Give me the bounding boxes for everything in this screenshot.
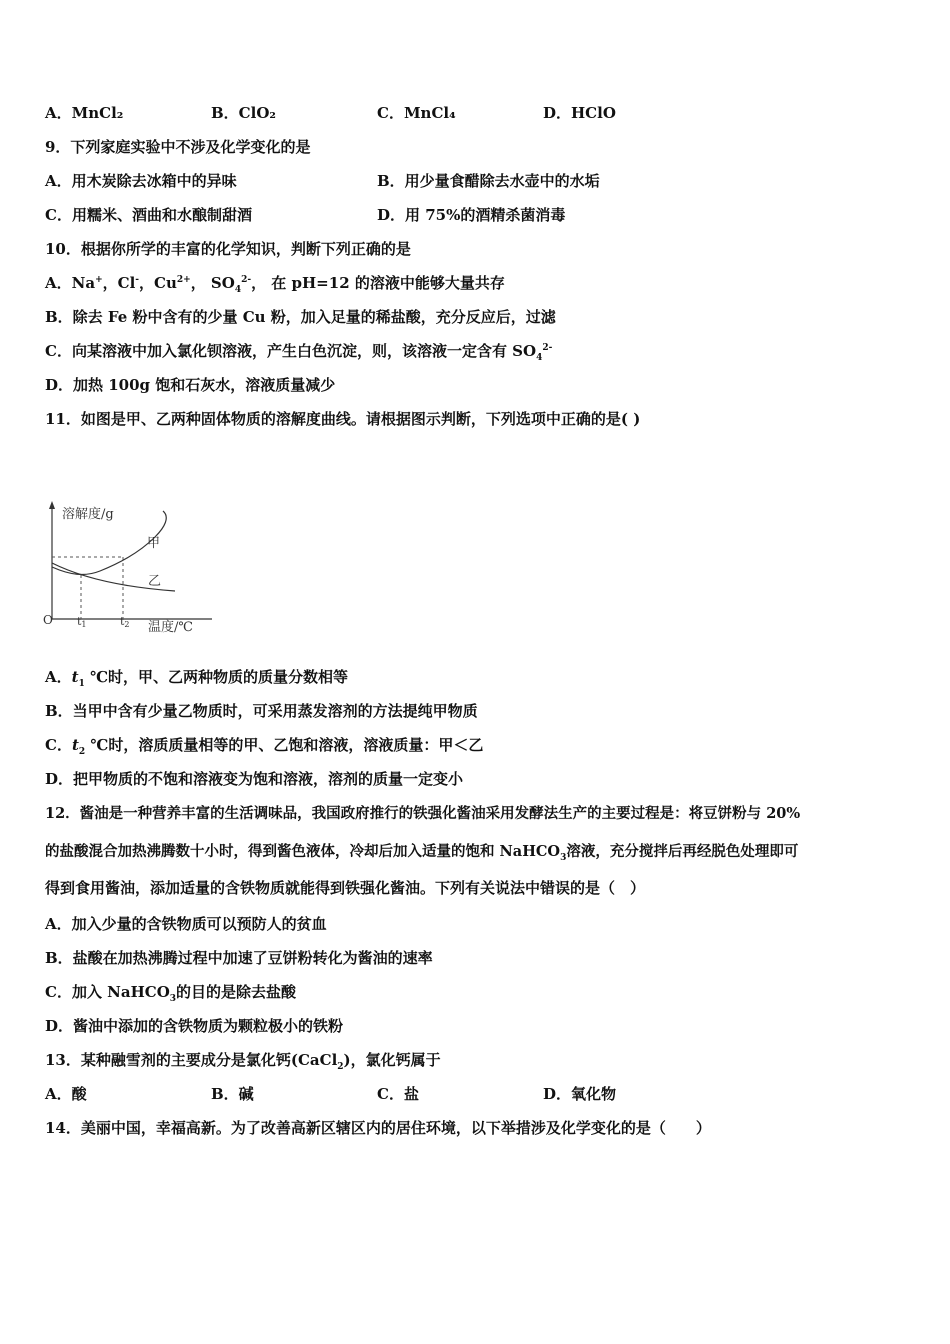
q12-option-c: C．加入 NaHCO$_3$的目的是除去盐酸 xyxy=(45,983,297,1004)
q9-stem: 9．下列家庭实验中不涉及化学变化的是 xyxy=(45,138,311,156)
x-axis-label: 温度/℃ xyxy=(148,620,193,635)
q10-option-c: C．向某溶液中加入氯化钡溶液，产生白色沉淀，则，该溶液一定含有 $SO_4^{2-}$ xyxy=(45,342,553,363)
q11-option-c: C．$t_2$ ℃时，溶质质量相等的甲、乙饱和溶液，溶液质量：甲＜乙 xyxy=(45,736,484,757)
origin-label: O xyxy=(43,613,53,627)
curve-yi-label: 乙 xyxy=(148,574,162,589)
q12-option-d: D．酱油中添加的含铁物质为颗粒极小的铁粉 xyxy=(45,1017,344,1035)
y-axis-label: 溶解度/g xyxy=(62,507,114,522)
q9-option-d: D．用 75%的酒精杀菌消毒 xyxy=(377,206,566,224)
q11-stem: 11．如图是甲、乙两种固体物质的溶解度曲线。请根据图示判断，下列选项中正确的是( ) xyxy=(45,410,641,428)
q12-option-a: A．加入少量的含铁物质可以预防人的贫血 xyxy=(45,915,327,933)
solubility-curve-figure xyxy=(40,497,220,637)
q13-option-c: C．盐 xyxy=(377,1085,419,1103)
t2-label: t2 xyxy=(120,615,130,629)
q11-option-d: D．把甲物质的不饱和溶液变为饱和溶液，溶剂的质量一定变小 xyxy=(45,770,464,788)
q12-option-b: B．盐酸在加热沸腾过程中加速了豆饼粉转化为酱油的速率 xyxy=(45,949,433,967)
q13-stem: 13．某种融雪剂的主要成分是氯化钙(CaCl$_2$)，氯化钙属于 xyxy=(45,1051,441,1072)
q12-stem-line3: 得到食用酱油，添加适量的含铁物质就能得到铁强化酱油。下列有关说法中错误的是（ ） xyxy=(45,879,646,897)
q12-stem-line2: 的盐酸混合加热沸腾数十小时，得到酱色液体，冷却后加入适量的饱和 NaHCO$_3$溶液，充分搅拌后再经脱色处理即可 xyxy=(45,843,799,863)
q8-option-b: B．ClO₂ xyxy=(211,104,276,122)
q8-option-a: A．MnCl₂ xyxy=(45,104,124,122)
q13-option-a: A．酸 xyxy=(45,1085,87,1103)
q14-stem: 14．美丽中国，幸福高新。为了改善高新区辖区内的居住环境，以下举措涉及化学变化的是（ ） xyxy=(45,1119,711,1137)
q8-option-d: D．HClO xyxy=(543,104,616,122)
q12-stem-line1: 12．酱油是一种营养丰富的生活调味品，我国政府推行的铁强化酱油采用发酵法生产的主要过程是：将豆饼粉与 20% xyxy=(45,805,801,822)
q9-option-c: C．用糯米、酒曲和水酿制甜酒 xyxy=(45,206,252,224)
t1-label: t1 xyxy=(77,615,87,629)
curve-jia-label: 甲 xyxy=(147,536,161,551)
q10-stem: 10．根据你所学的丰富的化学知识，判断下列正确的是 xyxy=(45,240,411,258)
q13-option-d: D．氧化物 xyxy=(543,1085,617,1103)
y-axis-arrow xyxy=(49,501,55,509)
q10-option-d: D．加热 100g 饱和石灰水，溶液质量减少 xyxy=(45,376,336,394)
q8-option-c: C．MnCl₄ xyxy=(377,104,456,122)
q9-option-a: A．用木炭除去冰箱中的异味 xyxy=(45,172,237,190)
q10-option-b: B．除去 Fe 粉中含有的少量 Cu 粉，加入足量的稀盐酸，充分反应后，过滤 xyxy=(45,308,556,326)
q10-option-a: A．Na+，Cl-，$Cu^{2+}$， $SO_4^{2-}$， 在 pH=12 的溶液中能够大量共存 xyxy=(45,274,505,295)
q11-option-a: A．$t_1$ ℃时，甲、乙两种物质的质量分数相等 xyxy=(45,668,349,689)
q9-option-b: B．用少量食醋除去水壶中的水垢 xyxy=(377,172,600,190)
q11-option-b: B．当甲中含有少量乙物质时，可采用蒸发溶剂的方法提纯甲物质 xyxy=(45,702,478,720)
q13-option-b: B．碱 xyxy=(211,1085,254,1103)
